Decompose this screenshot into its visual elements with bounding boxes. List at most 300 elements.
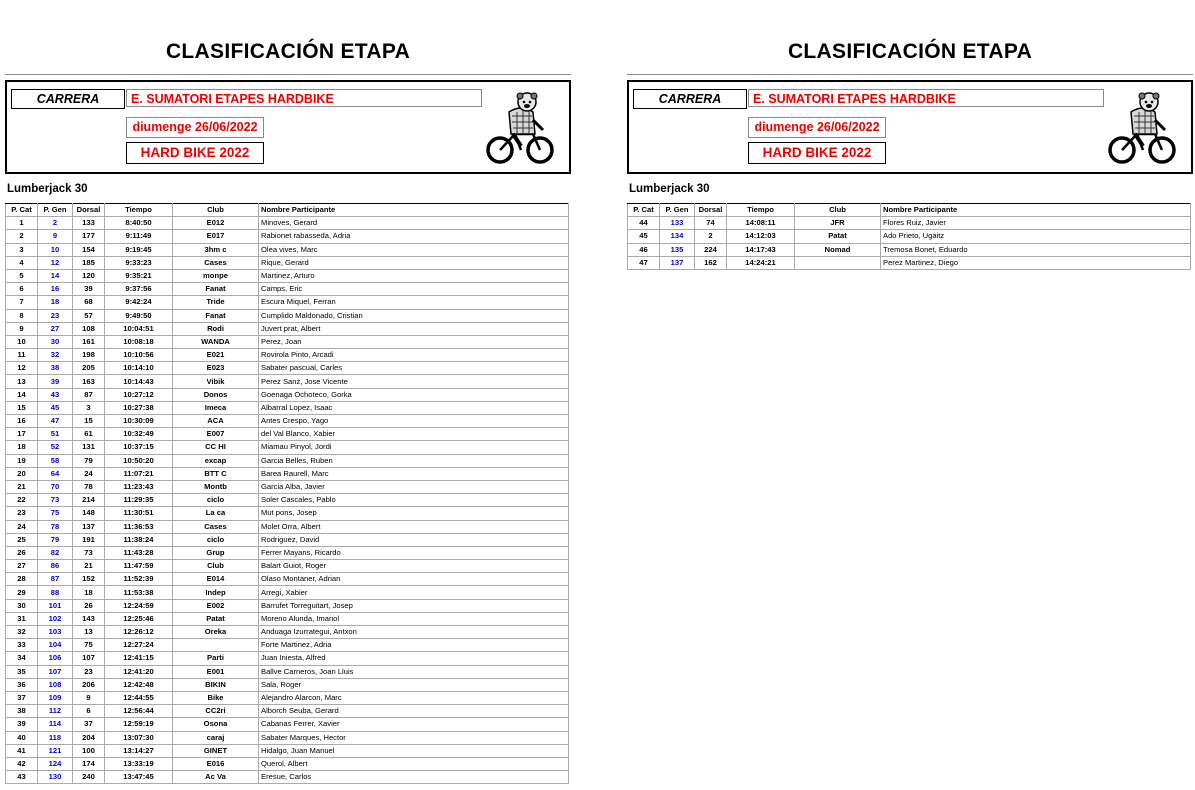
cell-dorsal: 3 <box>73 401 105 414</box>
lumberjack-cyclist-logo <box>485 90 555 164</box>
cell-tiempo: 12:26:12 <box>105 626 173 639</box>
cell-dorsal: 131 <box>73 441 105 454</box>
cell-dorsal: 174 <box>73 757 105 770</box>
event-name: E. SUMATORI ETAPES HARDBIKE <box>748 89 1104 107</box>
cell-dorsal: 23 <box>73 665 105 678</box>
event-date: diumenge 26/06/2022 <box>126 117 264 138</box>
table-row <box>6 467 569 480</box>
col-header-tiempo: Tiempo <box>105 204 173 217</box>
cell-pcat: 30 <box>6 599 38 612</box>
cell-nombre: Garcia Alba, Javier <box>259 480 569 493</box>
cell-pcat: 12 <box>6 362 38 375</box>
cell-pcat: 32 <box>6 626 38 639</box>
cell-pgen: 112 <box>38 705 73 718</box>
table-row <box>6 546 569 559</box>
cell-dorsal: 108 <box>73 322 105 335</box>
cell-pcat: 47 <box>628 256 660 269</box>
cell-pgen: 130 <box>38 771 73 784</box>
cell-dorsal: 15 <box>73 415 105 428</box>
cell-pcat: 7 <box>6 296 38 309</box>
col-header-nombre: Nombre Participante <box>881 204 1191 217</box>
cell-club: excap <box>173 454 259 467</box>
cell-dorsal: 177 <box>73 230 105 243</box>
cell-pgen: 70 <box>38 480 73 493</box>
cell-pcat: 9 <box>6 322 38 335</box>
cell-dorsal: 161 <box>73 335 105 348</box>
cell-tiempo: 9:33:23 <box>105 256 173 269</box>
table-row <box>6 428 569 441</box>
cell-tiempo: 9:37:56 <box>105 283 173 296</box>
cell-dorsal: 148 <box>73 507 105 520</box>
cell-nombre: Barea Raurell, Marc <box>259 467 569 480</box>
cell-club: Rodi <box>173 322 259 335</box>
cell-nombre: Moreno Alunda, Imanol <box>259 612 569 625</box>
cell-dorsal: 61 <box>73 428 105 441</box>
col-header-pgen: P. Gen <box>38 204 73 217</box>
cell-dorsal: 204 <box>73 731 105 744</box>
cell-pcat: 41 <box>6 744 38 757</box>
cell-nombre: Ferrer Mayans, Ricardo <box>259 546 569 559</box>
cell-tiempo: 9:19:45 <box>105 243 173 256</box>
cell-tiempo: 9:42:24 <box>105 296 173 309</box>
cell-tiempo: 13:47:45 <box>105 771 173 784</box>
cell-club: Imeca <box>173 401 259 414</box>
cell-pgen: 38 <box>38 362 73 375</box>
table-row <box>6 678 569 691</box>
cell-dorsal: 214 <box>73 494 105 507</box>
cell-club: Fanat <box>173 309 259 322</box>
cell-club: CC HI <box>173 441 259 454</box>
cell-tiempo: 8:40:50 <box>105 217 173 230</box>
cell-club: 3hm c <box>173 243 259 256</box>
table-row <box>6 757 569 770</box>
cell-nombre: Soler Cascales, Pablo <box>259 494 569 507</box>
table-row <box>6 349 569 362</box>
cell-pgen: 23 <box>38 309 73 322</box>
cell-tiempo: 12:24:59 <box>105 599 173 612</box>
cell-dorsal: 6 <box>73 705 105 718</box>
event-name: E. SUMATORI ETAPES HARDBIKE <box>126 89 482 107</box>
cell-nombre: Tremosa Bonet, Eduardo <box>881 243 1191 256</box>
cell-pgen: 87 <box>38 573 73 586</box>
cell-pgen: 124 <box>38 757 73 770</box>
cell-pcat: 31 <box>6 612 38 625</box>
cell-dorsal: 224 <box>695 243 727 256</box>
cell-dorsal: 240 <box>73 771 105 784</box>
cell-pcat: 25 <box>6 533 38 546</box>
cell-pgen: 79 <box>38 533 73 546</box>
cell-tiempo: 11:53:38 <box>105 586 173 599</box>
cell-club: Patat <box>795 230 881 243</box>
table-row <box>6 243 569 256</box>
cell-pcat: 46 <box>628 243 660 256</box>
table-row <box>6 533 569 546</box>
cell-tiempo: 9:11:49 <box>105 230 173 243</box>
cell-tiempo: 10:50:20 <box>105 454 173 467</box>
cell-pgen: 118 <box>38 731 73 744</box>
col-header-tiempo: Tiempo <box>727 204 795 217</box>
cell-club: Parti <box>173 652 259 665</box>
cell-pgen: 75 <box>38 507 73 520</box>
cell-tiempo: 11:30:51 <box>105 507 173 520</box>
table-row <box>6 652 569 665</box>
table-row <box>6 388 569 401</box>
page-title: CLASIFICACIÓN ETAPA <box>165 40 411 63</box>
results-page-left <box>5 0 571 790</box>
cell-tiempo: 13:14:27 <box>105 744 173 757</box>
cell-pgen: 106 <box>38 652 73 665</box>
results-page-right <box>627 0 1193 790</box>
cell-dorsal: 79 <box>73 454 105 467</box>
cell-pgen: 101 <box>38 599 73 612</box>
cell-nombre: Sala, Roger <box>259 678 569 691</box>
cell-club: Ac Va <box>173 771 259 784</box>
cell-club: Tride <box>173 296 259 309</box>
cell-nombre: Albarral Lopez, Isaac <box>259 401 569 414</box>
cell-nombre: Anduaga Izurrategui, Antxon <box>259 626 569 639</box>
cell-pgen: 108 <box>38 678 73 691</box>
cell-dorsal: 68 <box>73 296 105 309</box>
col-header-pcat: P. Cat <box>6 204 38 217</box>
cell-nombre: Martinez, Arturo <box>259 269 569 282</box>
table-row <box>6 256 569 269</box>
cell-pcat: 23 <box>6 507 38 520</box>
cell-tiempo: 12:41:20 <box>105 665 173 678</box>
table-row <box>6 744 569 757</box>
cell-tiempo: 13:33:19 <box>105 757 173 770</box>
cell-nombre: Flores Ruiz, Javier <box>881 217 1191 230</box>
cell-dorsal: 24 <box>73 467 105 480</box>
cell-club: E007 <box>173 428 259 441</box>
cell-pgen: 134 <box>660 230 695 243</box>
cell-pgen: 114 <box>38 718 73 731</box>
cell-tiempo: 12:56:44 <box>105 705 173 718</box>
cell-nombre: Minoves, Gerard <box>259 217 569 230</box>
cell-tiempo: 12:44:55 <box>105 691 173 704</box>
cell-pcat: 11 <box>6 349 38 362</box>
cell-pcat: 1 <box>6 217 38 230</box>
cell-dorsal: 120 <box>73 269 105 282</box>
cell-dorsal: 143 <box>73 612 105 625</box>
cell-tiempo: 10:10:56 <box>105 349 173 362</box>
event-series: HARD BIKE 2022 <box>126 142 264 164</box>
cell-club: Nomad <box>795 243 881 256</box>
cell-club: E001 <box>173 665 259 678</box>
cell-nombre: Rovirola Pinto, Arcadi <box>259 349 569 362</box>
cell-club: JFR <box>795 217 881 230</box>
cell-dorsal: 2 <box>695 230 727 243</box>
cell-tiempo: 10:04:51 <box>105 322 173 335</box>
cell-club: Indep <box>173 586 259 599</box>
cell-nombre: Balart Guiot, Roger <box>259 560 569 573</box>
table-row <box>6 665 569 678</box>
table-row <box>6 691 569 704</box>
cell-pgen: 2 <box>38 217 73 230</box>
cell-dorsal: 73 <box>73 546 105 559</box>
cell-tiempo: 12:25:46 <box>105 612 173 625</box>
cell-dorsal: 107 <box>73 652 105 665</box>
cell-pgen: 39 <box>38 375 73 388</box>
cell-tiempo: 10:14:10 <box>105 362 173 375</box>
col-header-club: Club <box>795 204 881 217</box>
cell-tiempo: 11:29:35 <box>105 494 173 507</box>
cell-pgen: 107 <box>38 665 73 678</box>
cell-pgen: 88 <box>38 586 73 599</box>
cell-dorsal: 163 <box>73 375 105 388</box>
cell-club: ACA <box>173 415 259 428</box>
table-row <box>6 309 569 322</box>
cell-pcat: 15 <box>6 401 38 414</box>
cell-nombre: Olaso Montaner, Adrian <box>259 573 569 586</box>
cell-nombre: Querol, Albert <box>259 757 569 770</box>
cell-tiempo: 10:27:38 <box>105 401 173 414</box>
table-row <box>6 283 569 296</box>
event-series: HARD BIKE 2022 <box>748 142 886 164</box>
cell-nombre: Barrufet Torreguitart, Josep <box>259 599 569 612</box>
cell-club: La ca <box>173 507 259 520</box>
table-row <box>6 230 569 243</box>
category-label: Lumberjack 30 <box>629 183 710 195</box>
cell-pgen: 135 <box>660 243 695 256</box>
table-row <box>6 296 569 309</box>
cell-pcat: 18 <box>6 441 38 454</box>
cell-dorsal: 57 <box>73 309 105 322</box>
lumberjack-cyclist-logo <box>1107 90 1177 164</box>
cell-club: Club <box>173 560 259 573</box>
cell-club: Cases <box>173 520 259 533</box>
carrera-label: CARRERA <box>633 89 747 109</box>
cell-tiempo: 10:08:18 <box>105 335 173 348</box>
cell-dorsal: 152 <box>73 573 105 586</box>
cell-tiempo: 12:59:19 <box>105 718 173 731</box>
cell-tiempo: 9:35:21 <box>105 269 173 282</box>
cell-pcat: 44 <box>628 217 660 230</box>
cell-nombre: Molet Orra, Albert <box>259 520 569 533</box>
cell-dorsal: 137 <box>73 520 105 533</box>
cell-club: E021 <box>173 349 259 362</box>
cell-pgen: 52 <box>38 441 73 454</box>
cell-pcat: 34 <box>6 652 38 665</box>
cell-pcat: 26 <box>6 546 38 559</box>
cell-pcat: 22 <box>6 494 38 507</box>
cell-pcat: 27 <box>6 560 38 573</box>
cell-pgen: 16 <box>38 283 73 296</box>
cell-pcat: 37 <box>6 691 38 704</box>
cell-club: Montb <box>173 480 259 493</box>
cell-pgen: 104 <box>38 639 73 652</box>
cell-pgen: 43 <box>38 388 73 401</box>
cell-tiempo: 11:43:28 <box>105 546 173 559</box>
cell-tiempo: 11:38:24 <box>105 533 173 546</box>
cell-pgen: 10 <box>38 243 73 256</box>
col-header-nombre: Nombre Participante <box>259 204 569 217</box>
cell-club: monpe <box>173 269 259 282</box>
cell-nombre: Hidalgo, Juan Manuel <box>259 744 569 757</box>
cell-pcat: 40 <box>6 731 38 744</box>
cell-pcat: 16 <box>6 415 38 428</box>
table-row <box>6 520 569 533</box>
cell-club: BIKIN <box>173 678 259 691</box>
cell-pgen: 133 <box>660 217 695 230</box>
cell-club: WANDA <box>173 335 259 348</box>
cell-tiempo: 14:17:43 <box>727 243 795 256</box>
cell-nombre: Escura Miquel, Ferran <box>259 296 569 309</box>
cell-nombre: Rique, Gerard <box>259 256 569 269</box>
cell-dorsal: 191 <box>73 533 105 546</box>
cell-pgen: 102 <box>38 612 73 625</box>
cell-pcat: 28 <box>6 573 38 586</box>
cell-tiempo: 11:36:53 <box>105 520 173 533</box>
cell-pcat: 36 <box>6 678 38 691</box>
race-header-box <box>5 80 571 174</box>
cell-tiempo: 11:47:59 <box>105 560 173 573</box>
cell-pgen: 45 <box>38 401 73 414</box>
table-row <box>6 731 569 744</box>
cell-pgen: 51 <box>38 428 73 441</box>
cell-club <box>795 256 881 269</box>
cell-pcat: 29 <box>6 586 38 599</box>
category-label: Lumberjack 30 <box>7 183 88 195</box>
cell-club: E002 <box>173 599 259 612</box>
cell-club: ciclo <box>173 494 259 507</box>
cell-dorsal: 162 <box>695 256 727 269</box>
table-row <box>6 494 569 507</box>
cell-pcat: 42 <box>6 757 38 770</box>
cell-club: CC2ri <box>173 705 259 718</box>
cell-pgen: 12 <box>38 256 73 269</box>
cell-club: Oreka <box>173 626 259 639</box>
cell-club: E016 <box>173 757 259 770</box>
col-header-club: Club <box>173 204 259 217</box>
cell-club: ciclo <box>173 533 259 546</box>
cell-pgen: 78 <box>38 520 73 533</box>
cell-pgen: 82 <box>38 546 73 559</box>
table-row <box>6 639 569 652</box>
cell-club: Fanat <box>173 283 259 296</box>
carrera-label: CARRERA <box>11 89 125 109</box>
cell-tiempo: 13:07:30 <box>105 731 173 744</box>
table-row <box>6 612 569 625</box>
cell-pgen: 109 <box>38 691 73 704</box>
table-row <box>628 243 1191 256</box>
cell-club: E012 <box>173 217 259 230</box>
cell-nombre: Cabanas Ferrer, Xavier <box>259 718 569 731</box>
cell-nombre: Goenaga Ochoteco, Gorka <box>259 388 569 401</box>
cell-pcat: 14 <box>6 388 38 401</box>
table-row <box>6 771 569 784</box>
cell-tiempo: 10:37:15 <box>105 441 173 454</box>
cell-pcat: 19 <box>6 454 38 467</box>
cell-tiempo: 10:32:49 <box>105 428 173 441</box>
cell-pcat: 24 <box>6 520 38 533</box>
table-row <box>6 560 569 573</box>
table-row <box>6 507 569 520</box>
cell-nombre: Alborch Seuba, Gerard <box>259 705 569 718</box>
cell-nombre: Perez Martinez, Diego <box>881 256 1191 269</box>
cell-pgen: 58 <box>38 454 73 467</box>
cell-pcat: 6 <box>6 283 38 296</box>
table-row <box>6 573 569 586</box>
cell-club <box>173 639 259 652</box>
cell-pcat: 2 <box>6 230 38 243</box>
table-row <box>6 269 569 282</box>
table-row <box>6 441 569 454</box>
cell-tiempo: 12:41:15 <box>105 652 173 665</box>
table-row <box>6 375 569 388</box>
cell-tiempo: 12:42:48 <box>105 678 173 691</box>
col-header-pgen: P. Gen <box>660 204 695 217</box>
cell-pgen: 30 <box>38 335 73 348</box>
results-table <box>5 203 569 784</box>
cell-nombre: Sabater Marques, Hector <box>259 731 569 744</box>
cell-nombre: Cumplido Maldonado, Cristian <box>259 309 569 322</box>
cell-club: Grup <box>173 546 259 559</box>
cell-pgen: 18 <box>38 296 73 309</box>
cell-tiempo: 10:27:12 <box>105 388 173 401</box>
cell-dorsal: 100 <box>73 744 105 757</box>
table-header-row <box>6 204 569 217</box>
cell-pgen: 137 <box>660 256 695 269</box>
cell-pcat: 13 <box>6 375 38 388</box>
cell-pcat: 35 <box>6 665 38 678</box>
cell-nombre: Perez, Joan <box>259 335 569 348</box>
cell-pcat: 17 <box>6 428 38 441</box>
cell-nombre: Mut pons, Josep <box>259 507 569 520</box>
cell-pgen: 47 <box>38 415 73 428</box>
table-row <box>6 415 569 428</box>
cell-dorsal: 87 <box>73 388 105 401</box>
cell-nombre: Juan Iniesta, Alfred <box>259 652 569 665</box>
col-header-dorsal: Dorsal <box>695 204 727 217</box>
table-row <box>6 362 569 375</box>
table-row <box>6 599 569 612</box>
table-row <box>628 230 1191 243</box>
cell-dorsal: 74 <box>695 217 727 230</box>
cell-club: Osona <box>173 718 259 731</box>
cell-pgen: 9 <box>38 230 73 243</box>
table-header-row <box>628 204 1191 217</box>
cell-nombre: Perez Sanz, Jose Vicente <box>259 375 569 388</box>
cell-pcat: 4 <box>6 256 38 269</box>
cell-tiempo: 10:30:09 <box>105 415 173 428</box>
cell-pgen: 86 <box>38 560 73 573</box>
table-row <box>6 401 569 414</box>
cell-nombre: Ado Prieto, Ugaitz <box>881 230 1191 243</box>
cell-tiempo: 10:14:43 <box>105 375 173 388</box>
cell-club: Patat <box>173 612 259 625</box>
cell-club: Cases <box>173 256 259 269</box>
table-row <box>628 217 1191 230</box>
cell-dorsal: 13 <box>73 626 105 639</box>
cell-pgen: 27 <box>38 322 73 335</box>
cell-nombre: Eresue, Carlos <box>259 771 569 784</box>
cell-dorsal: 154 <box>73 243 105 256</box>
title-divider <box>5 74 571 75</box>
page-title: CLASIFICACIÓN ETAPA <box>787 40 1033 63</box>
cell-pgen: 64 <box>38 467 73 480</box>
cell-dorsal: 185 <box>73 256 105 269</box>
cell-dorsal: 37 <box>73 718 105 731</box>
cell-pgen: 32 <box>38 349 73 362</box>
cell-pgen: 14 <box>38 269 73 282</box>
cell-dorsal: 133 <box>73 217 105 230</box>
col-header-dorsal: Dorsal <box>73 204 105 217</box>
cell-dorsal: 78 <box>73 480 105 493</box>
cell-club: Bike <box>173 691 259 704</box>
cell-nombre: Camps, Eric <box>259 283 569 296</box>
cell-nombre: Olea vives, Marc <box>259 243 569 256</box>
cell-club: BTT C <box>173 467 259 480</box>
